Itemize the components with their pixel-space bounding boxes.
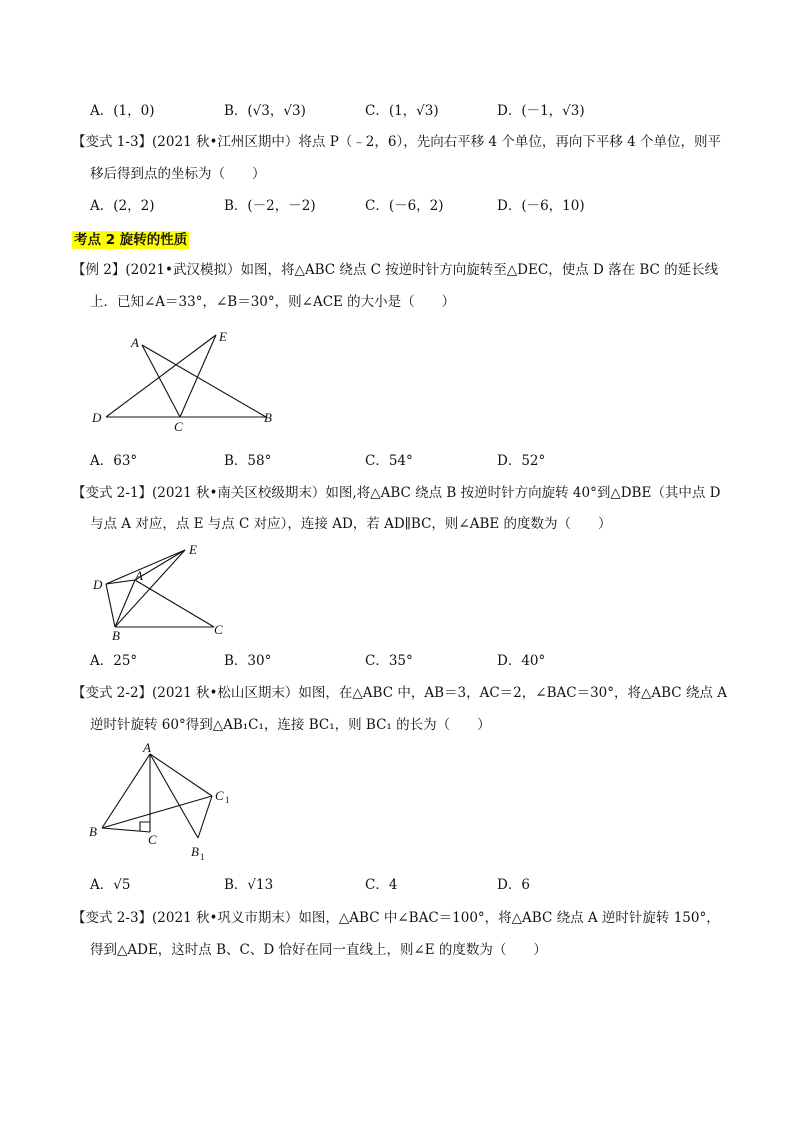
option-a: A．(1，0) — [90, 103, 155, 119]
label-c: C — [148, 832, 157, 847]
label-d: D — [92, 410, 102, 425]
option-d: D．(－6，10) — [497, 198, 585, 214]
option-d: D．(－1，√3) — [497, 103, 585, 119]
q21-line1: 【变式 2-1】(2021 秋•南关区校级期末）如图,将△ABC 绕点 B 按逆时针方向旋转 40°到△DBE（其中点 D — [72, 485, 721, 501]
section-title: 考点 2 旋转的性质 — [74, 232, 188, 248]
label-e: E — [189, 542, 197, 557]
option-b: B．30° — [224, 653, 272, 669]
label-a: A — [131, 335, 139, 350]
option-b: B．√13 — [224, 877, 274, 893]
q13-line1: 【变式 1-3】(2021 秋•江州区期中）将点 P（﹣2，6），先向右平移 4 个单位，再向下平移 4 个单位，则平 — [72, 134, 722, 150]
label-b: B — [264, 410, 272, 425]
option-a: A．25° — [90, 653, 138, 669]
option-b: B．(√3，√3) — [224, 103, 306, 119]
option-c: C．35° — [365, 653, 413, 669]
ex2-line2: 上．已知∠A＝33°，∠B＝30°，则∠ACE 的大小是（ ） — [90, 294, 456, 310]
option-d: D．52° — [497, 453, 546, 469]
q22-line1: 【变式 2-2】(2021 秋•松山区期末）如图，在△ABC 中，AB＝3，AC＝2，∠BAC＝30°，将△ABC 绕点 A — [72, 685, 727, 701]
option-b: B．(－2，－2) — [224, 198, 316, 214]
option-d: D．40° — [497, 653, 546, 669]
label-e: E — [219, 329, 227, 344]
label-a: A — [135, 568, 143, 583]
label-b: B — [89, 824, 97, 839]
label-b: B — [112, 628, 120, 643]
option-a: A．(2，2) — [90, 198, 155, 214]
label-b1: B — [191, 844, 199, 859]
option-a: A．√5 — [90, 877, 131, 893]
ex2-line1: 【例 2】(2021•武汉模拟）如图，将△ABC 绕点 C 按逆时针方向旋转至△DEC，使点 D 落在 BC 的延长线 — [72, 262, 719, 278]
q22-figure — [88, 740, 258, 870]
label-c1-sub: 1 — [225, 795, 230, 805]
option-c: C．4 — [365, 877, 398, 893]
q21-figure — [88, 540, 248, 650]
label-c: C — [214, 622, 223, 637]
option-a: A．63° — [90, 453, 138, 469]
option-c: C．54° — [365, 453, 413, 469]
option-d: D．6 — [497, 877, 530, 893]
label-d: D — [93, 577, 103, 592]
label-b1-sub: 1 — [200, 852, 205, 862]
option-b: B．58° — [224, 453, 272, 469]
label-c: C — [174, 419, 183, 434]
label-c1: C — [215, 788, 224, 803]
q13-line2: 移后得到点的坐标为（ ） — [90, 166, 266, 182]
q23-line2: 得到△ADE，这时点 B、C、D 恰好在同一直线上，则∠E 的度数为（ ） — [90, 942, 547, 958]
q21-line2: 与点 A 对应，点 E 与点 C 对应），连接 AD，若 AD∥BC，则∠ABE 的度数为（ ） — [90, 516, 612, 532]
ex2-figure — [88, 325, 288, 435]
q23-line1: 【变式 2-3】(2021 秋•巩义市期末）如图，△ABC 中∠BAC＝100°，将△ABC 绕点 A 逆时针旋转 150°， — [72, 910, 720, 926]
label-a: A — [143, 740, 151, 755]
option-c: C．(－6，2) — [365, 198, 444, 214]
q22-line2: 逆时针旋转 60°得到△AB₁C₁，连接 BC₁，则 BC₁ 的长为（ ） — [90, 717, 491, 733]
option-c: C．(1，√3) — [365, 103, 439, 119]
